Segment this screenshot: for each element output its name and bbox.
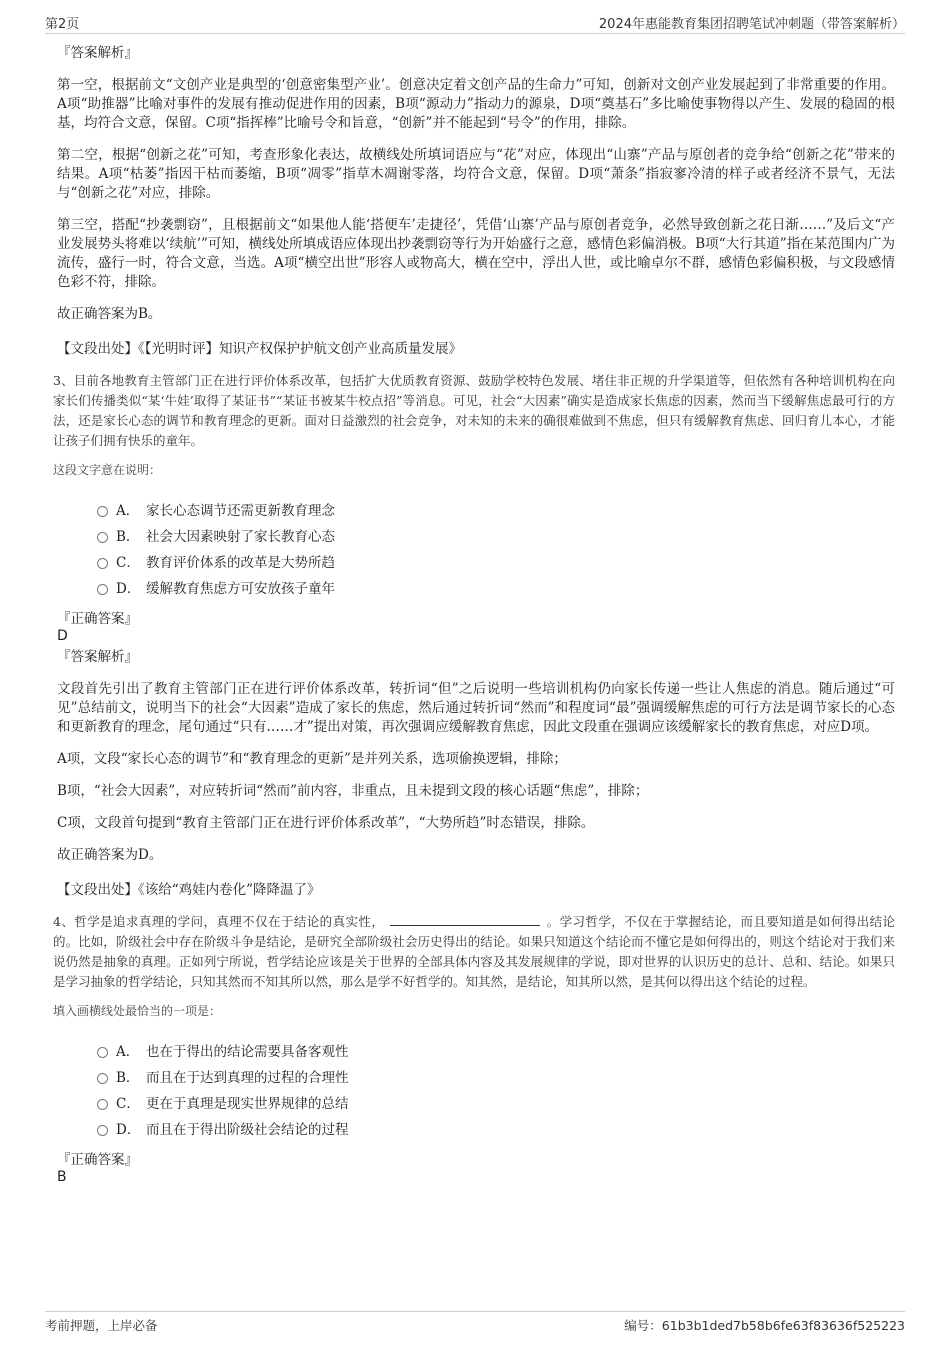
radio-icon[interactable] — [97, 506, 108, 517]
radio-icon[interactable] — [97, 1073, 108, 1084]
analysis-conclusion: 故正确答案为B。 — [57, 306, 162, 322]
option-d[interactable]: D． 而且在于得出阶级社会结论的过程 — [97, 1115, 895, 1141]
analysis-paragraph: B项，“社会大因素”，对应转折词“然而”前内容，非重点，且未提到文段的核心话题“焦虑”，排除； — [57, 783, 649, 799]
page-footer — [45, 1311, 905, 1333]
question-3-text: 3、目前各地教育主管部门正在进行评价体系改革，包括扩大优质教育资源、鼓励学校特色发展、堵住非正规的升学渠道等，但依然有各种培训机构在向家长们传播类似“某‘牛娃’取得了某证书”“某证书被某牛校点招”等消息。可见，社会“大因素”确实是造成家长焦虑的因素，然而当下缓解焦虑最可行的方法，还是家长心态的调节和教育理念的更新。面对日益激烈的社会竞争，对未知的未来的确很难做到不焦虑，但只有缓解教育焦虑、回归育儿本心，才能让孩子们拥有快乐的童年。 — [53, 373, 895, 448]
option-a[interactable]: A． 家长心态调节还需更新教育理念 — [97, 496, 895, 522]
fill-blank — [390, 913, 540, 926]
analysis-paragraph: A项，文段“家长心态的调节”和“教育理念的更新”是并列关系，选项偷换逻辑，排除； — [57, 751, 567, 767]
analysis-tag: 『答案解析』 — [57, 45, 138, 61]
analysis-paragraph: 第二空，根据“创新之花”可知，考查形象化表达，故横线处所填词语应与“花”对应，体现出“山寨”产品与原创者的竞争给“创新之花”带来的结果。A项“枯萎”指因干枯而萎缩，B项“凋零”指草木凋谢零落，均符合文意，保留。D项“萧条”指寂寥冷清的样子或者经济不景气，无法与“创新之花”对应，排除。 — [57, 147, 895, 201]
answer-tag: 『正确答案』 — [57, 1152, 138, 1168]
document-body — [53, 44, 895, 1189]
option-c[interactable]: C． 更在于真理是现实世界规律的总结 — [97, 1089, 895, 1115]
radio-icon[interactable] — [97, 1125, 108, 1136]
page-header — [45, 13, 905, 34]
radio-icon[interactable] — [97, 1047, 108, 1058]
question-3-options — [97, 496, 895, 600]
document-id: 编号：61b3b1ded7b58b6fe63f83636f525223 — [624, 1318, 905, 1333]
radio-icon[interactable] — [97, 532, 108, 543]
footer-slogan: 考前押题，上岸必备 — [45, 1318, 158, 1333]
question-4-text: 4、哲学是追求真理的学问，真理不仅在于结论的真实性， 。学习哲学，不仅在于掌握结论，而且要知道是如何得出结论的。比如，阶级社会中存在阶级斗争是结论，是研究全部阶级社会历史得出的结论。如果只知道这个结论而不懂它是如何得出的，则这个结论对于我们来说仍然是抽象的真理。正如列宁所说，哲学结论应该是关于世界的全部具体内容及其发展规律的学说，即对世界的认识历史的总计、总和、结论。如果只是学习抽象的哲学结论，只知其然而不知其所以然，那么是学不好哲学的。知其然，是结论，知其所以然，是其何以得出这个结论的过程。 — [53, 914, 895, 989]
radio-icon[interactable] — [97, 584, 108, 595]
option-b[interactable]: B． 社会大因素映射了家长教育心态 — [97, 522, 895, 548]
analysis-tag: 『答案解析』 — [57, 649, 138, 665]
answer-tag: 『正确答案』 — [57, 611, 138, 627]
analysis-paragraph: 第三空，搭配“抄袭剽窃”，且根据前文“如果他人能‘搭便车’走捷径’，凭借‘山寨’产品与原创者竞争，必然导致创新之花日渐……”及后文“产业发展势头将难以‘续航’”可知，横线处所填成语应体现出抄袭剽窃等行为开始盛行之意，感情色彩偏消极。B项“大行其道”指在某范围内广为流传，盛行一时，符合文意，当选。A项“横空出世”形容人或物高大，横在空中，浮出人世，或比喻卓尔不群，感情色彩偏积极，与文段感情色彩不符，排除。 — [57, 217, 895, 290]
question-4-options — [97, 1037, 895, 1141]
page-number: 第2页 — [45, 17, 80, 32]
document-title: 2024年惠能教育集团招聘笔试冲刺题（带答案解析） — [598, 17, 905, 32]
correct-answer: B — [57, 1169, 67, 1185]
option-d[interactable]: D． 缓解教育焦虑方可安放孩子童年 — [97, 574, 895, 600]
analysis-paragraph: C项，文段首句提到“教育主管部门正在进行评价体系改革”，“大势所趋”时态错误，排除。 — [57, 815, 595, 831]
option-b[interactable]: B． 而且在于达到真理的过程的合理性 — [97, 1063, 895, 1089]
analysis-paragraph: 第一空，根据前文“文创产业是典型的‘创意密集型产业’。创意决定着文创产品的生命力”可知，创新对文创产业发展起到了非常重要的作用。A项“助推器”比喻对事件的发展有推动促进作用的因素，B项“源动力”指动力的源泉，D项“奠基石”多比喻使事物得以产生、发展的稳固的根基，均符合文意，保留。C项“指挥棒”比喻号令和旨意，“创新”并不能起到“号令”的作用，排除。 — [57, 77, 895, 131]
radio-icon[interactable] — [97, 558, 108, 569]
question-4-prompt: 填入画横线处最恰当的一项是： — [53, 1004, 222, 1018]
passage-source: 【文段出处】《【光明时评】知识产权保护护航文创产业高质量发展》 — [57, 341, 462, 357]
option-a[interactable]: A． 也在于得出的结论需要具备客观性 — [97, 1037, 895, 1063]
analysis-paragraph: 文段首先引出了教育主管部门正在进行评价体系改革，转折词“但”之后说明一些培训机构仍向家长传递一些让人焦虑的消息。随后通过“可见”总结前文，说明当下的社会“大因素”造成了家长的焦虑，然后通过转折词“然而”和程度词“最”强调缓解焦虑的可行方法是调节家长的心态和更新教育的理念，尾句通过“只有……才”提出对策，再次强调应缓解教育焦虑，因此文段重在强调应该缓解家长的教育焦虑，对应D项。 — [57, 681, 895, 735]
analysis-conclusion: 故正确答案为D。 — [57, 847, 163, 863]
correct-answer: D — [57, 628, 68, 644]
passage-source: 【文段出处】《该给“鸡娃内卷化”降降温了》 — [57, 882, 321, 898]
option-c[interactable]: C． 教育评价体系的改革是大势所趋 — [97, 548, 895, 574]
radio-icon[interactable] — [97, 1099, 108, 1110]
question-3-prompt: 这段文字意在说明： — [53, 463, 162, 477]
